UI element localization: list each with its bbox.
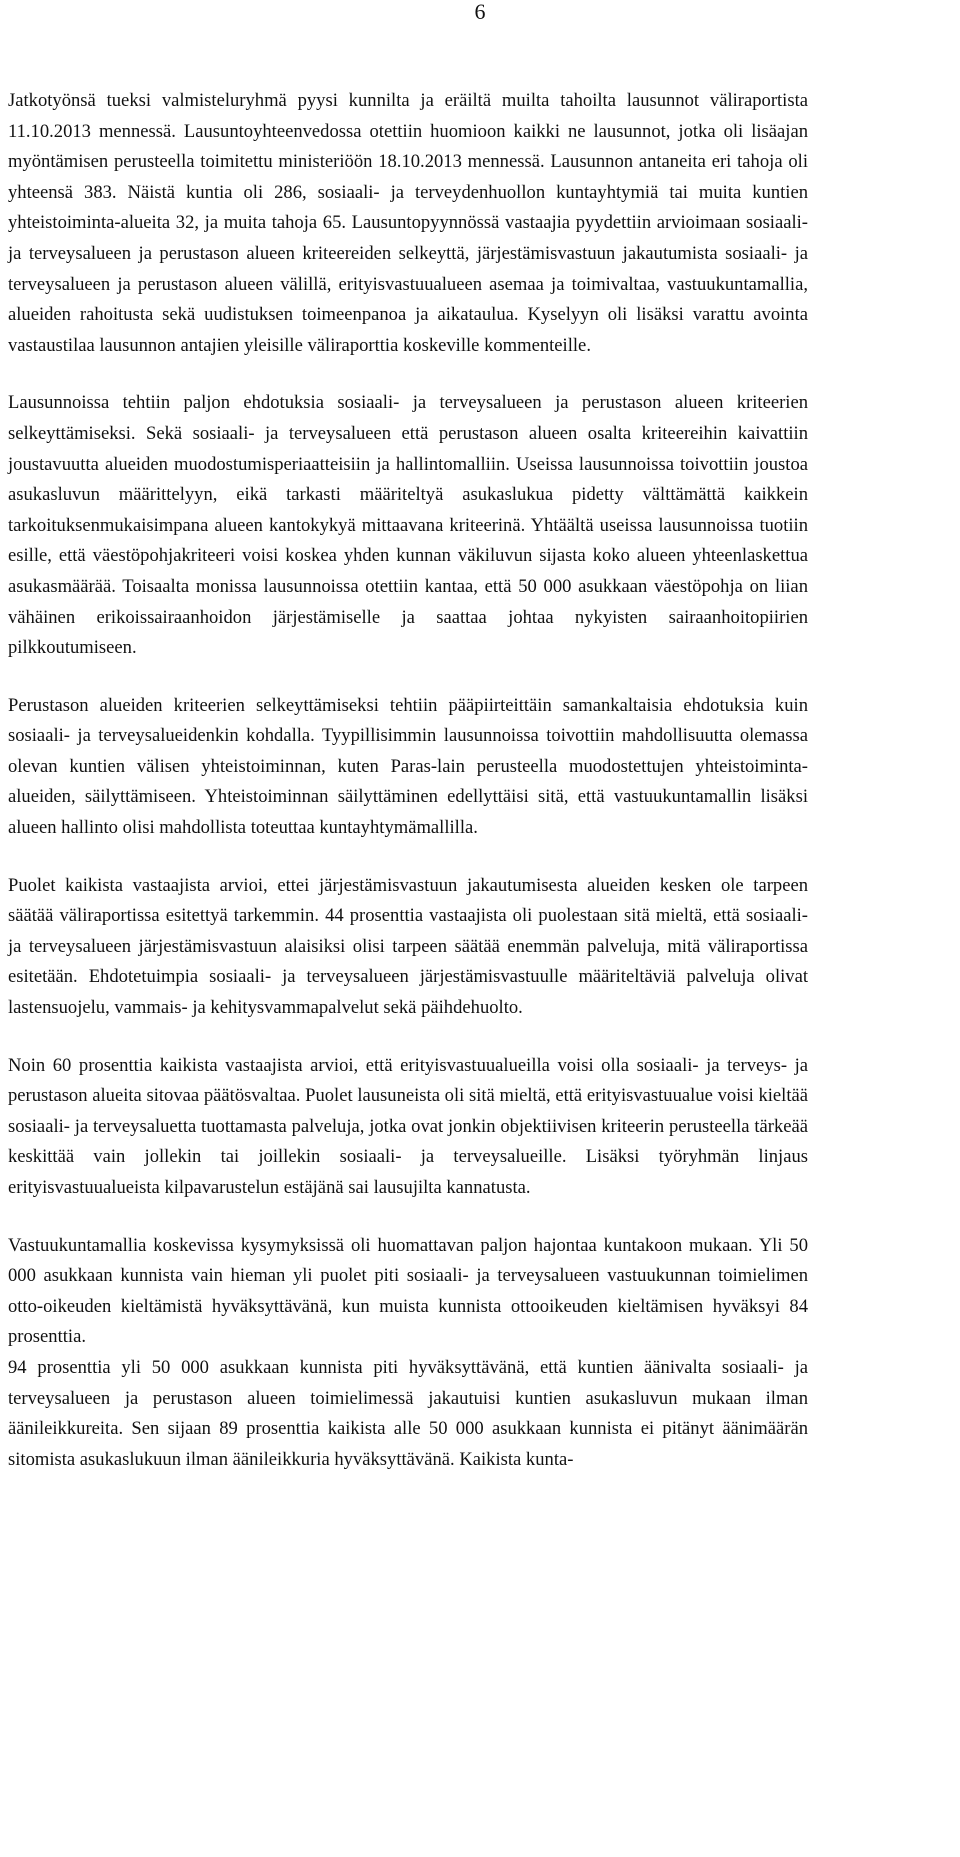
- document-body: [8, 86, 808, 1475]
- paragraph-aanivalta: 94 prosenttia yli 50 000 asukkaan kunnista piti hyväksyttävänä, että kuntien äänivalta sosiaali- ja terveysalueen ja perustason alueen toimielimessä jakautuisi kuntien asukasluvun mukaan ilman äänileikkureita. Sen sijaan 89 prosenttia kaikista alle 50 000 asukkaan kunnista ei pitänyt äänimäärän sitomista asukaslukuun ilman äänileikkuria hyväksyttävänä. Kaikista kunta-: [8, 1356, 808, 1470]
- paragraph-jarjestamisvastuu: Puolet kaikista vastaajista arvioi, ettei järjestämisvastuun jakautumisesta alueiden kesken ole tarpeen säätää väliraportissa esitettyä tarkemmin. 44 prosenttia vastaajista oli puolestaan sitä mieltä, että sosiaali- ja terveysalueen järjestämisvastuun alaisiksi olisi tarpeen säätää enemmän palveluja, mitä väliraportissa esitetään. Ehdotetuimpia sosiaali- ja terveysalueen järjestämisvastuulle määriteltäviä palveluja olivat lastensuojelu, vammais- ja kehitysvammapalvelut sekä päihdehuolto.: [8, 874, 808, 1019]
- paragraph-vastuukuntamalli: Vastuukuntamallia koskevissa kysymyksissä oli huomattavan paljon hajontaa kuntakoon mukaan. Yli 50 000 asukkaan kunnista vain hieman yli puolet piti sosiaali- ja terveysalueen vastuukunnan toimielimen otto-oikeuden kieltämistä hyväksyttävänä, kun muista kunnista ottooikeuden kieltämisen hyväksyi 84 prosenttia.: [8, 1234, 808, 1348]
- paragraph-erityisvastuualueet: Noin 60 prosenttia kaikista vastaajista arvioi, että erityisvastuualueilla voisi olla sosiaali- ja terveys- ja perustason alueita sitovaa päätösvaltaa. Puolet lausuneista oli sitä mieltä, että erityisvastuualue voisi kieltää sosiaali- ja terveysaluetta tuottamasta palveluja, jotka ovat jonkin objektiivisen kriteerin perusteella tärkeää keskittää vain jollekin tai joillekin sosiaali- ja terveysalueille. Lisäksi työryhmän linjaus erityisvastuualueista kilpavarustelun estäjänä sai lausujilta kannatusta.: [8, 1054, 808, 1198]
- paragraph-lausuntopyynto: Jatkotyönsä tueksi valmisteluryhmä pyysi kunnilta ja eräiltä muilta tahoilta lausunnot väliraportista 11.10.2013 mennessä. Lausuntoyhteenvedossa otettiin huomioon kaikki ne lausunnot, jotka oli lisäajan myöntämisen perusteella toimitettu ministeriöön 18.10.2013 mennessä. Lausunnon antaneita eri tahoja oli yhteensä 383. Näistä kuntia oli 286, sosiaali- ja terveydenhuollon kuntayhtymiä tai muita kuntien yhteistoiminta-alueita 32, ja muita tahoja 65. Lausuntopyynnössä vastaajia pyydettiin arvioimaan sosiaali- ja terveysalueen ja perustason alueen kriteereiden selkeyttä, järjestämisvastuun jakautumista sosiaali- ja terveysalueen ja perustason alueen välillä, erityisvastuualueen asemaa ja toimivaltaa, vastuukuntamallia, alueiden rahoitusta sekä uudistuksen toimeenpanoa ja aikataulua. Kyselyyn oli lisäksi varattu avointa vastaustilaa lausunnon antajien yleisille väliraporttia koskeville kommenteille.: [8, 90, 808, 356]
- page-number: 6: [474, 0, 486, 24]
- paragraph-kriteerit-sote: Lausunnoissa tehtiin paljon ehdotuksia sosiaali- ja terveysalueen ja perustason alueen kriteerien selkeyttämiseksi. Sekä sosiaali- ja terveysalueen että perustason alueen osalta kriteereihin kaivattiin joustavuutta alueiden muodostumisperiaatteisiin ja hallintomalliin. Useissa lausunnoissa toivottiin joustoa asukasluvun määrittelyyn, eikä tarkasti määriteltyä asukaslukua pidetty välttämättä kaikkein tarkoituksenmukaisimpana alueen kantokykyä mittaavana kriteerinä. Yhtäältä useissa lausunnoissa tuotiin esille, että väestöpohjakriteeri voisi koskea yhden kunnan väkiluvun sijasta koko alueen yhteenlaskettua asukasmäärää. Toisaalta monissa lausunnoissa otettiin kantaa, että 50 000 asukkaan väestöpohja on liian vähäinen erikoissairaanhoidon järjestämiselle ja saattaa johtaa nykyisten sairaanhoitopiirien pilkkoutumiseen.: [8, 392, 808, 659]
- paragraph-kriteerit-perustaso: Perustason alueiden kriteerien selkeyttämiseksi tehtiin pääpiirteittäin samankaltaisia ehdotuksia kuin sosiaali- ja terveysalueidenkin kohdalla. Tyypillisimmin lausunnoissa toivottiin mahdollisuutta olemassa olevan kuntien välisen yhteistoiminnan, kuten Paras-lain perusteella muodostettujen yhteistoiminta-alueiden, säilyttämiseen. Yhteistoiminnan säilyttäminen edellyttäisi sitä, että vastuukuntamallin lisäksi alueen hallinto olisi mahdollista toteuttaa kuntayhtymämallilla.: [8, 694, 808, 839]
